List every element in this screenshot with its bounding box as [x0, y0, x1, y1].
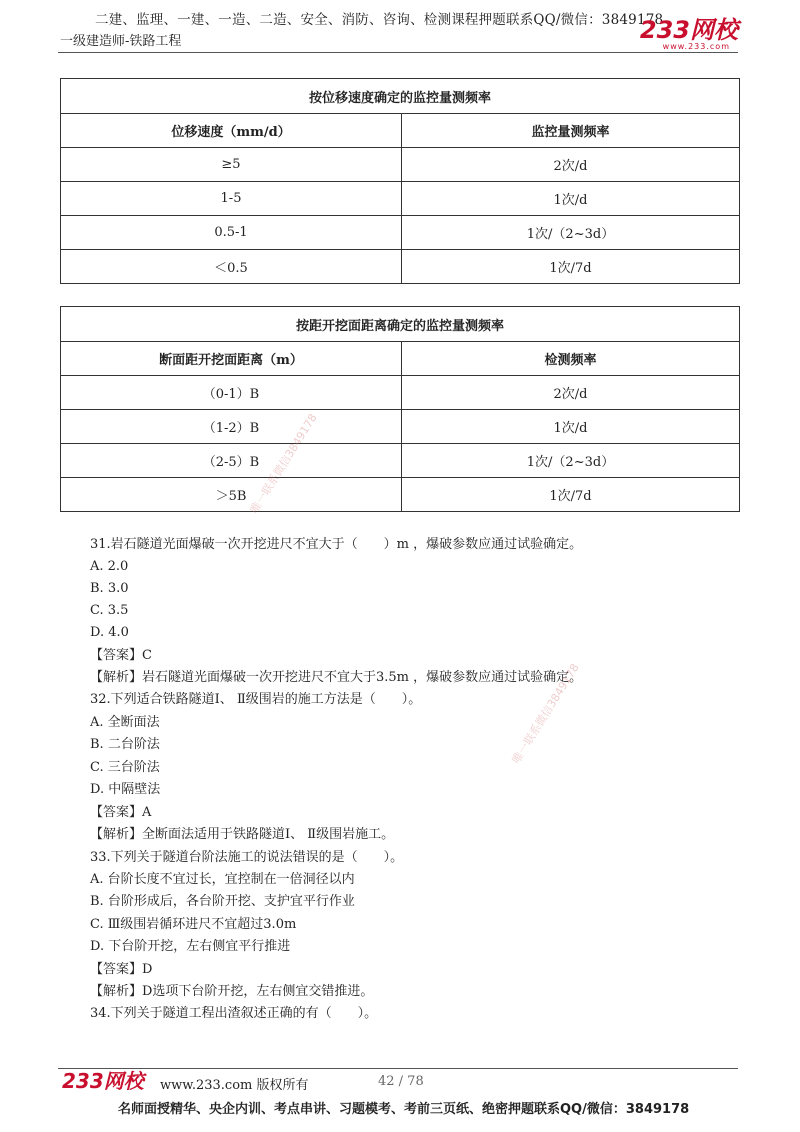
page-number: 42 / 78	[378, 1074, 424, 1089]
table-cell: 0.5-1	[61, 216, 402, 250]
option-b: B. 3.0	[90, 581, 129, 596]
header-logo-url: www.233.com	[662, 42, 730, 51]
displacement-rate-table	[60, 78, 740, 284]
table-cell: 1次/7d	[402, 478, 740, 512]
table-row	[61, 376, 740, 410]
option-d: D. 中隔壁法	[90, 782, 161, 797]
table-row	[61, 444, 740, 478]
header-divider	[58, 52, 738, 53]
table-cell: 1-5	[61, 182, 402, 216]
table-cell: 1次/d	[402, 410, 740, 444]
option-a: A. 2.0	[90, 559, 129, 574]
table-cell: 1次/7d	[402, 250, 740, 284]
table-row	[61, 410, 740, 444]
column-header: 检测频率	[402, 342, 740, 376]
table-cell: ＜0.5	[61, 250, 402, 284]
table-cell: 2次/d	[402, 148, 740, 182]
footer-contact-line: 名师面授精华、央企内训、考点串讲、习题模考、考前三页纸、绝密押题联系QQ/微信：3849178	[118, 1102, 690, 1117]
table-title: 按距开挖面距离确定的监控量测频率	[61, 307, 740, 342]
column-header: 断面距开挖面距离（m）	[61, 342, 402, 376]
explanation: 【解析】D选项下台阶开挖，左右侧宜交错推进。	[90, 984, 374, 999]
table-cell: 1次/（2~3d）	[402, 216, 740, 250]
option-a: A. 全断面法	[90, 715, 160, 730]
option-a: A. 台阶长度不宜过长，宜控制在一倍洞径以内	[90, 872, 355, 887]
table-row	[61, 216, 740, 250]
option-d: D. 4.0	[90, 625, 129, 640]
table-row	[61, 148, 740, 182]
answer: 【答案】C	[90, 648, 152, 663]
option-d: D. 下台阶开挖，左右侧宜平行推进	[90, 939, 291, 954]
explanation: 【解析】全断面法适用于铁路隧道Ⅰ、 Ⅱ级围岩施工。	[90, 827, 395, 842]
watermark: 唯一联系微信3849178	[509, 661, 582, 766]
column-header: 位移速度（mm/d）	[61, 114, 402, 148]
question-34: 34.下列关于隧道工程出渣叙述正确的有（ ）。	[90, 1006, 378, 1021]
footer-copyright: www.233.com 版权所有	[160, 1078, 309, 1093]
question-31: 31.岩石隧道光面爆破一次开挖进尺不宜大于（ ）m ，爆破参数应通过试验确定。	[90, 537, 583, 552]
table-cell: 1次/（2~3d）	[402, 444, 740, 478]
watermark: 唯一联系微信3849178	[247, 411, 320, 516]
explanation: 【解析】岩石隧道光面爆破一次开挖进尺不宜大于3.5m ，爆破参数应通过试验确定。	[90, 670, 583, 685]
distance-from-face-table	[60, 306, 740, 512]
table-row	[61, 478, 740, 512]
table-cell: 1次/d	[402, 182, 740, 216]
option-b: B. 二台阶法	[90, 737, 160, 752]
table-cell: ＞5B	[61, 478, 402, 512]
question-33: 33.下列关于隧道台阶法施工的说法错误的是（ ）。	[90, 850, 404, 865]
table-cell: ≥5	[61, 148, 402, 182]
column-header: 监控量测频率	[402, 114, 740, 148]
table-title: 按位移速度确定的监控量测频率	[61, 79, 740, 114]
table-row	[61, 250, 740, 284]
option-b: B. 台阶形成后，各台阶开挖、支护宜平行作业	[90, 894, 355, 909]
header-subtitle: 一级建造师-铁路工程	[60, 34, 182, 49]
option-c: C. Ⅲ级围岩循环进尺不宜超过3.0m	[90, 917, 297, 932]
table-row	[61, 182, 740, 216]
question-32: 32.下列适合铁路隧道Ⅰ、 Ⅱ级围岩的施工方法是（ ）。	[90, 692, 422, 707]
footer-divider	[58, 1068, 738, 1069]
footer-logo: 233网校	[62, 1069, 144, 1093]
option-c: C. 3.5	[90, 603, 129, 618]
header-top-line: 二建、监理、一建、一造、二造、安全、消防、咨询、检测课程押题联系QQ/微信：3849178	[95, 12, 664, 28]
answer: 【答案】A	[90, 805, 152, 820]
table-cell: （1-2）B	[61, 410, 402, 444]
table-cell: 2次/d	[402, 376, 740, 410]
header-logo: 233网校	[639, 16, 738, 44]
table-cell: （2-5）B	[61, 444, 402, 478]
table-cell: （0-1）B	[61, 376, 402, 410]
option-c: C. 三台阶法	[90, 760, 160, 775]
answer: 【答案】D	[90, 962, 153, 977]
